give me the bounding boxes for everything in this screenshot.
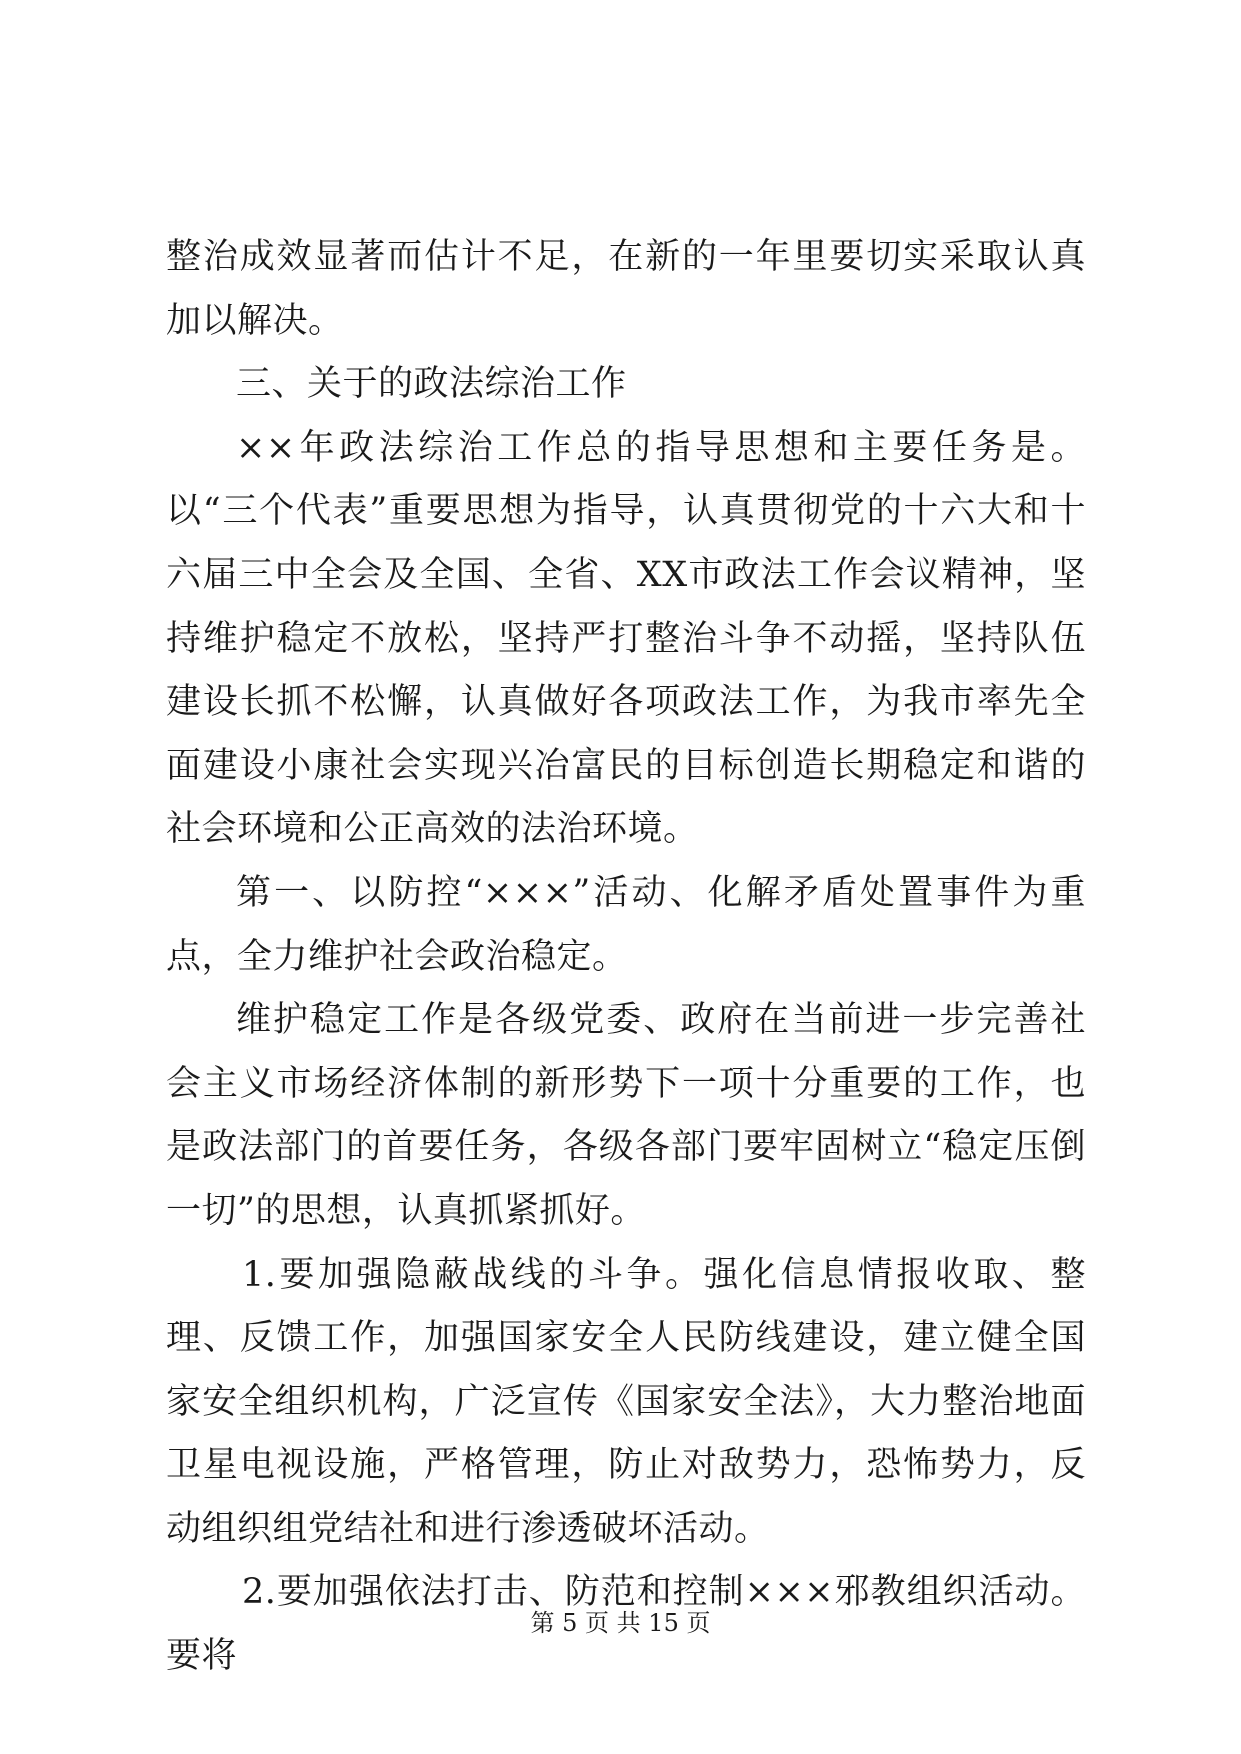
paragraph-first-point: 第一、以防控“×××”活动、化解矛盾处置事件为重点，全力维护社会政治稳定。 [166,872,1086,977]
list-item-2: 2.要加强依法打击、防范和控制×××邪教组织活动。要将 [166,1572,1086,1677]
paragraph-guiding-ideology: ××年政法综治工作总的指导思想和主要任务是。以“三个代表”重要思想为指导，认真贯彻党的十六大和十六届三中全会及全国、全省、XX市政法工作会议精神，坚持维护稳定不放松，坚持严打整治斗争不动摇，坚持队伍建设长抓不松懈，认真做好各项政法工作，为我市率先全面建设小康社会实现兴冶富民的目标创造长期稳定和谐的社会环境和公正高效的法治环境。 [166,427,1086,850]
paragraph-stability-work: 维护稳定工作是各级党委、政府在当前进一步完善社会主义市场经济体制的新形势下一项十分重要的工作，也是政法部门的首要任务，各级各部门要牢固树立“稳定压倒一切”的思想，认真抓紧抓好。 [166,1000,1086,1231]
page-footer: 第 5 页 共 15 页 [530,1609,711,1637]
document-body [166,226,1086,1689]
paragraph-continuation: 整治成效显著而估计不足，在新的一年里要切实采取认真加以解决。 [166,237,1086,341]
list-item-1: 1.要加强隐蔽战线的斗争。强化信息情报收取、整理、反馈工作，加强国家安全人民防线建设，建立健全国家安全组织机构，广泛宣传《国家安全法》，大力整治地面卫星电视设施，严格管理，防止对敌势力，恐怖势力，反动组织组党结社和进行渗透破坏活动。 [166,1254,1086,1549]
section-heading: 三、关于的政法综治工作 [236,364,627,405]
